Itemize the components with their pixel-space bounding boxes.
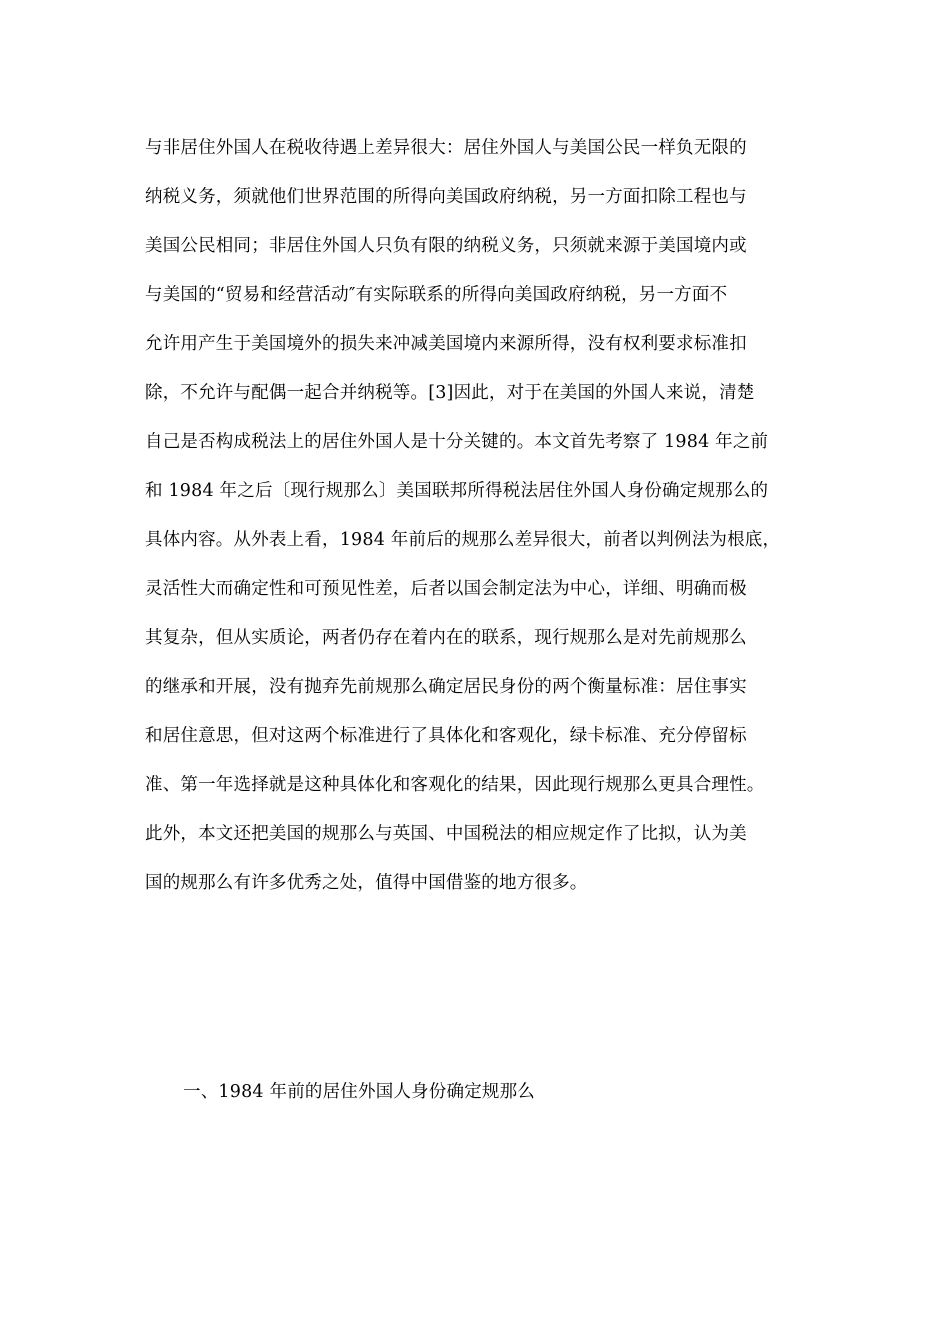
paragraph-line: 允许用产生于美国境外的损失来冲减美国境内来源所得，没有权利要求标准扣 xyxy=(145,334,747,354)
paragraph-line: 的继承和开展，没有抛弃先前规那么确定居民身份的两个衡量标准：居住事实 xyxy=(145,677,747,697)
paragraph-line: 纳税义务，须就他们世界范围的所得向美国政府纳税，另一方面扣除工程也与 xyxy=(145,187,747,207)
paragraph-line: 灵活性大而确定性和可预见性差，后者以国会制定法为中心，详细、明确而极 xyxy=(145,579,747,599)
paragraph-line: 此外，本文还把美国的规那么与英国、中国税法的相应规定作了比拟，认为美 xyxy=(145,824,747,844)
paragraph-line: 除，不允许与配偶一起合并纳税等。[3]因此，对于在美国的外国人来说，清楚 xyxy=(145,383,755,403)
paragraph-line: 美国公民相同；非居住外国人只负有限的纳税义务，只须就来源于美国境内或 xyxy=(145,236,747,256)
paragraph-line: 准、第一年选择就是这种具体化和客观化的结果，因此现行规那么更具合理性。 xyxy=(145,775,765,795)
paragraph-line: 其复杂，但从实质论，两者仍存在着内在的联系，现行规那么是对先前规那么 xyxy=(145,628,747,648)
paragraph-line: 自己是否构成税法上的居住外国人是十分关键的。本文首先考察了 1984 年之前 xyxy=(145,432,769,452)
paragraph-line: 和 1984 年之后〔现行规那么〕美国联邦所得税法居住外国人身份确定规那么的 xyxy=(145,481,769,501)
body-paragraph xyxy=(145,124,805,908)
paragraph-line: 具体内容。从外表上看，1984 年前后的规那么差异很大，前者以判例法为根底， xyxy=(145,530,781,550)
section-heading: 一、1984 年前的居住外国人身份确定规那么 xyxy=(183,1082,535,1102)
paragraph-line: 和居住意思，但对这两个标准进行了具体化和客观化，绿卡标准、充分停留标 xyxy=(145,726,747,746)
paragraph-line: 国的规那么有许多优秀之处，值得中国借鉴的地方很多。 xyxy=(145,873,588,893)
paragraph-line: 与非居住外国人在税收待遇上差异很大：居住外国人与美国公民一样负无限的 xyxy=(145,138,747,158)
paragraph-line: 与美国的“贸易和经营活动″有实际联系的所得向美国政府纳税，另一方面不 xyxy=(145,285,728,305)
